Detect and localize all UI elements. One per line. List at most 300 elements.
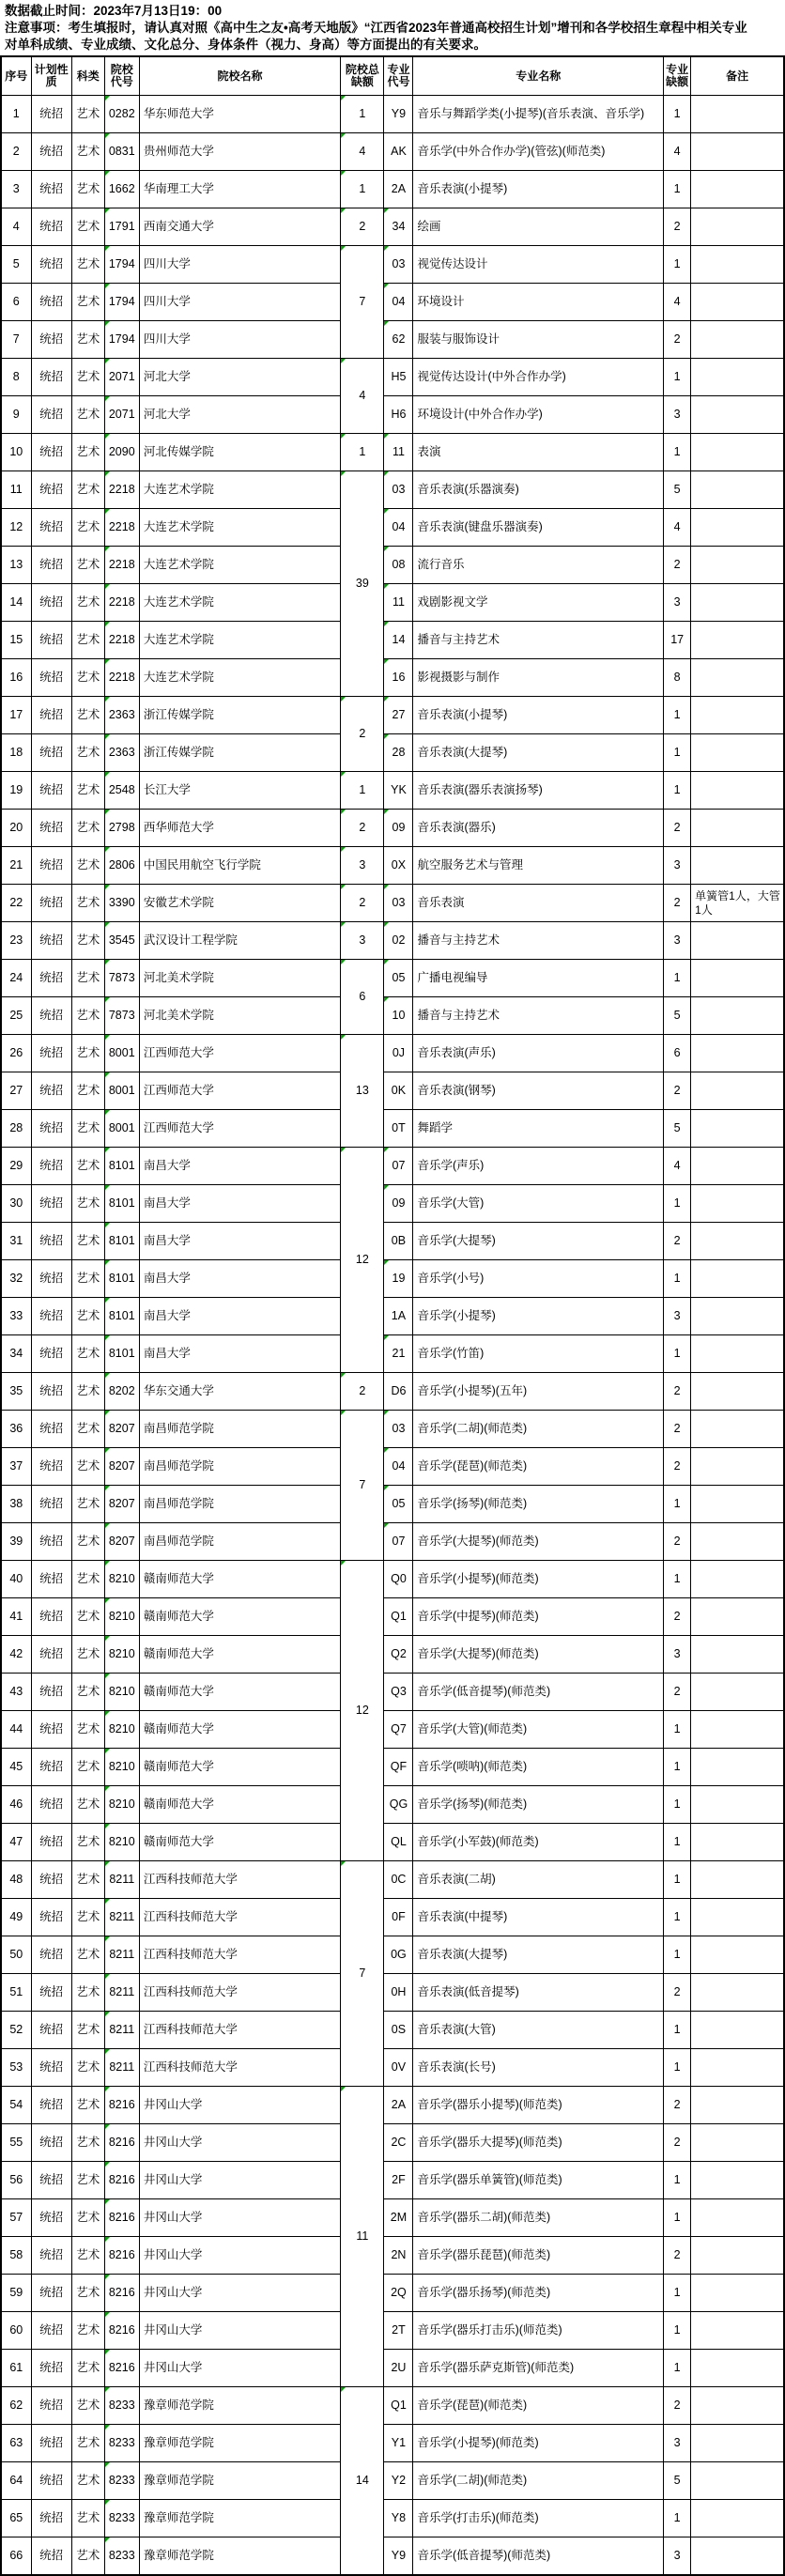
remark-cell (691, 2312, 784, 2350)
school-code-cell: 8233 (104, 2537, 139, 2576)
school-code-cell: 8210 (104, 1636, 139, 1674)
plan-type-cell: 统招 (31, 1035, 71, 1072)
major-code-cell: AK (384, 133, 413, 171)
major-name-cell: 音乐表演(小提琴) (413, 171, 664, 208)
major-name-cell: 音乐表演(器乐表演扬琴) (413, 772, 664, 810)
comment-indicator-icon (341, 1861, 346, 1866)
table-row (1, 2462, 784, 2500)
comment-indicator-icon (341, 133, 346, 138)
major-quota-cell: 1 (664, 2350, 691, 2387)
comment-indicator-icon (105, 810, 110, 814)
comment-indicator-icon (105, 284, 110, 288)
remark-cell (691, 133, 784, 171)
major-name-cell: 流行音乐 (413, 547, 664, 584)
subject-category-cell: 艺术 (71, 1148, 104, 1185)
school-code-cell: 8233 (104, 2425, 139, 2462)
major-code-cell: 16 (384, 659, 413, 697)
table-row (1, 547, 784, 584)
subject-category-cell: 艺术 (71, 622, 104, 659)
comment-indicator-icon (384, 1448, 389, 1453)
comment-indicator-icon (105, 1899, 110, 1904)
major-quota-cell: 2 (664, 547, 691, 584)
plan-type-cell: 统招 (31, 2124, 71, 2162)
row-number-cell: 5 (1, 246, 31, 284)
major-code-cell: 0S (384, 2012, 413, 2049)
major-quota-cell: 5 (664, 1110, 691, 1148)
major-quota-cell: 4 (664, 509, 691, 547)
comment-indicator-icon (105, 547, 110, 551)
major-code-cell: 2T (384, 2312, 413, 2350)
remark-cell (691, 622, 784, 659)
comment-indicator-icon (384, 284, 389, 288)
comment-indicator-icon (105, 1411, 110, 1415)
major-name-cell: 音乐学(器乐琵琶)(师范类) (413, 2237, 664, 2275)
school-name-cell: 华东交通大学 (139, 1373, 341, 1411)
row-number-cell: 63 (1, 2425, 31, 2462)
school-code-cell: 2363 (104, 734, 139, 772)
table-row (1, 1148, 784, 1185)
remark-cell (691, 208, 784, 246)
plan-type-cell: 统招 (31, 1561, 71, 1598)
major-code-cell: 34 (384, 208, 413, 246)
row-number-cell: 37 (1, 1448, 31, 1486)
row-number-cell: 57 (1, 2199, 31, 2237)
remark-cell (691, 1411, 784, 1448)
subject-category-cell: 艺术 (71, 922, 104, 960)
plan-type-cell: 统招 (31, 1148, 71, 1185)
row-number-cell: 28 (1, 1110, 31, 1148)
table-row (1, 208, 784, 246)
school-code-cell: 8211 (104, 1899, 139, 1936)
major-code-cell: 2M (384, 2199, 413, 2237)
remark-cell (691, 847, 784, 885)
plan-type-cell: 统招 (31, 1185, 71, 1223)
subject-category-cell: 艺术 (71, 171, 104, 208)
major-name-cell: 环境设计(中外合作办学) (413, 396, 664, 434)
major-quota-cell: 2 (664, 1373, 691, 1411)
plan-type-cell: 统招 (31, 2350, 71, 2387)
row-number-cell: 12 (1, 509, 31, 547)
remark-cell (691, 2387, 784, 2425)
major-quota-cell: 1 (664, 359, 691, 396)
subject-category-cell: 艺术 (71, 1674, 104, 1711)
plan-type-cell: 统招 (31, 1936, 71, 1974)
major-quota-cell: 2 (664, 1974, 691, 2012)
school-code-cell: 2218 (104, 471, 139, 509)
remark-cell (691, 2275, 784, 2312)
major-quota-cell: 1 (664, 1711, 691, 1749)
school-code-cell: 2218 (104, 622, 139, 659)
table-row (1, 2350, 784, 2387)
school-name-cell: 江西科技师范大学 (139, 2049, 341, 2087)
table-row (1, 471, 784, 509)
major-code-cell: QG (384, 1786, 413, 1824)
school-code-cell: 8001 (104, 1035, 139, 1072)
major-code-cell: QL (384, 1824, 413, 1861)
major-quota-cell: 1 (664, 1786, 691, 1824)
school-total-quota-cell: 11 (341, 2087, 384, 2387)
comment-indicator-icon (384, 960, 389, 964)
remark-cell (691, 509, 784, 547)
remark-cell (691, 1072, 784, 1110)
plan-type-cell: 统招 (31, 1523, 71, 1561)
major-code-cell: YK (384, 772, 413, 810)
school-code-cell: 8210 (104, 1561, 139, 1598)
remark-cell (691, 2049, 784, 2087)
table-row (1, 2162, 784, 2199)
school-total-quota-cell: 39 (341, 471, 384, 697)
comment-indicator-icon (341, 772, 346, 777)
column-header-0: 序号 (1, 56, 31, 96)
remark-cell (691, 997, 784, 1035)
major-quota-cell: 3 (664, 2425, 691, 2462)
row-number-cell: 40 (1, 1561, 31, 1598)
row-number-cell: 11 (1, 471, 31, 509)
major-code-cell: Q0 (384, 1561, 413, 1598)
major-quota-cell: 4 (664, 133, 691, 171)
subject-category-cell: 艺术 (71, 1486, 104, 1523)
major-code-cell: H5 (384, 359, 413, 396)
school-name-cell: 大连艺术学院 (139, 659, 341, 697)
subject-category-cell: 艺术 (71, 2312, 104, 2350)
plan-type-cell: 统招 (31, 396, 71, 434)
comment-indicator-icon (105, 659, 110, 664)
table-row (1, 1711, 784, 1749)
major-code-cell: 0K (384, 1072, 413, 1110)
major-quota-cell: 1 (664, 697, 691, 734)
major-name-cell: 航空服务艺术与管理 (413, 847, 664, 885)
major-code-cell: 0F (384, 1899, 413, 1936)
plan-type-cell: 统招 (31, 2049, 71, 2087)
row-number-cell: 39 (1, 1523, 31, 1561)
remark-cell (691, 1861, 784, 1899)
school-name-cell: 江西科技师范大学 (139, 1899, 341, 1936)
school-name-cell: 江西科技师范大学 (139, 1861, 341, 1899)
comment-indicator-icon (105, 1786, 110, 1791)
comment-indicator-icon (105, 133, 110, 138)
plan-type-cell: 统招 (31, 1598, 71, 1636)
school-name-cell: 豫章师范学院 (139, 2387, 341, 2425)
row-number-cell: 54 (1, 2087, 31, 2124)
table-row (1, 96, 784, 133)
school-name-cell: 河北大学 (139, 359, 341, 396)
subject-category-cell: 艺术 (71, 734, 104, 772)
comment-indicator-icon (105, 2275, 110, 2279)
major-code-cell: 04 (384, 509, 413, 547)
comment-indicator-icon (105, 1824, 110, 1828)
major-name-cell: 音乐学(大管)(师范类) (413, 1711, 664, 1749)
plan-type-cell: 统招 (31, 1486, 71, 1523)
school-code-cell: 2090 (104, 434, 139, 471)
comment-indicator-icon (105, 471, 110, 476)
table-row (1, 359, 784, 396)
table-row (1, 1974, 784, 2012)
school-total-quota-cell: 1 (341, 171, 384, 208)
school-total-quota-cell: 12 (341, 1148, 384, 1373)
column-header-9: 备注 (691, 56, 784, 96)
school-name-cell: 大连艺术学院 (139, 584, 341, 622)
plan-type-cell: 统招 (31, 2312, 71, 2350)
major-name-cell: 音乐表演(二胡) (413, 1861, 664, 1899)
school-code-cell: 8211 (104, 1936, 139, 1974)
school-name-cell: 南昌大学 (139, 1335, 341, 1373)
major-quota-cell: 2 (664, 1448, 691, 1486)
major-name-cell: 音乐学(大提琴) (413, 1223, 664, 1260)
notice-line-2: 对单科成绩、专业成绩、文化总分、身体条件（视力、身高）等方面提出的有关要求。 (5, 38, 486, 52)
school-code-cell: 8207 (104, 1486, 139, 1523)
subject-category-cell: 艺术 (71, 2124, 104, 2162)
school-name-cell: 赣南师范大学 (139, 1749, 341, 1786)
comment-indicator-icon (341, 922, 346, 927)
comment-indicator-icon (105, 2087, 110, 2091)
plan-type-cell: 统招 (31, 885, 71, 922)
school-name-cell: 四川大学 (139, 321, 341, 359)
major-quota-cell: 1 (664, 434, 691, 471)
row-number-cell: 52 (1, 2012, 31, 2049)
major-name-cell: 音乐学(小号) (413, 1260, 664, 1298)
major-code-cell: 0C (384, 1861, 413, 1899)
row-number-cell: 23 (1, 922, 31, 960)
major-name-cell: 音乐学(声乐) (413, 1148, 664, 1185)
table-row (1, 2387, 784, 2425)
subject-category-cell: 艺术 (71, 1936, 104, 1974)
row-number-cell: 4 (1, 208, 31, 246)
major-quota-cell: 2 (664, 321, 691, 359)
major-quota-cell: 1 (664, 2012, 691, 2049)
row-number-cell: 56 (1, 2162, 31, 2199)
row-number-cell: 55 (1, 2124, 31, 2162)
comment-indicator-icon (341, 1148, 346, 1152)
school-code-cell: 8211 (104, 2012, 139, 2049)
row-number-cell: 60 (1, 2312, 31, 2350)
major-name-cell: 音乐学(中提琴)(师范类) (413, 1598, 664, 1636)
subject-category-cell: 艺术 (71, 1711, 104, 1749)
table-row (1, 1636, 784, 1674)
row-number-cell: 20 (1, 810, 31, 847)
table-row (1, 133, 784, 171)
table-row (1, 772, 784, 810)
remark-cell (691, 1561, 784, 1598)
major-name-cell: 戏剧影视文学 (413, 584, 664, 622)
school-code-cell: 2071 (104, 359, 139, 396)
major-quota-cell: 5 (664, 2462, 691, 2500)
subject-category-cell: 艺术 (71, 2012, 104, 2049)
table-row (1, 2500, 784, 2537)
remark-cell (691, 1335, 784, 1373)
school-code-cell: 8210 (104, 1749, 139, 1786)
plan-type-cell: 统招 (31, 1223, 71, 1260)
table-row (1, 2124, 784, 2162)
remark-cell (691, 2199, 784, 2237)
comment-indicator-icon (384, 321, 389, 326)
major-quota-cell: 1 (664, 2500, 691, 2537)
remark-cell (691, 1523, 784, 1561)
comment-indicator-icon (105, 509, 110, 514)
comment-indicator-icon (105, 2425, 110, 2429)
comment-indicator-icon (105, 1448, 110, 1453)
comment-indicator-icon (105, 1936, 110, 1941)
remark-cell (691, 1598, 784, 1636)
school-code-cell: 2218 (104, 547, 139, 584)
major-name-cell: 音乐学(扬琴)(师范类) (413, 1486, 664, 1523)
school-code-cell: 2363 (104, 697, 139, 734)
remark-cell (691, 321, 784, 359)
school-total-quota-cell: 1 (341, 96, 384, 133)
major-code-cell: 09 (384, 810, 413, 847)
remark-cell (691, 1185, 784, 1223)
major-quota-cell: 2 (664, 2387, 691, 2425)
school-name-cell: 华南理工大学 (139, 171, 341, 208)
comment-indicator-icon (105, 1523, 110, 1528)
school-name-cell: 井冈山大学 (139, 2312, 341, 2350)
remark-cell (691, 1148, 784, 1185)
plan-type-cell: 统招 (31, 2425, 71, 2462)
subject-category-cell: 艺术 (71, 2537, 104, 2576)
school-name-cell: 南昌师范学院 (139, 1486, 341, 1523)
major-code-cell: 28 (384, 734, 413, 772)
plan-type-cell: 统招 (31, 471, 71, 509)
plan-type-cell: 统招 (31, 246, 71, 284)
notice-line-1: 注意事项：考生填报时，请认真对照《高中生之友•高考天地版》“江西省2023年普通高校招生计划”增刊和各学校招生章程中相关专业 (5, 21, 747, 35)
major-code-cell: 1A (384, 1298, 413, 1335)
school-name-cell: 江西科技师范大学 (139, 1974, 341, 2012)
school-code-cell: 8210 (104, 1598, 139, 1636)
school-code-cell: 8216 (104, 2199, 139, 2237)
major-quota-cell: 2 (664, 2087, 691, 2124)
remark-cell (691, 2500, 784, 2537)
plan-type-cell: 统招 (31, 547, 71, 584)
comment-indicator-icon (384, 810, 389, 814)
remark-cell (691, 359, 784, 396)
comment-indicator-icon (105, 1260, 110, 1265)
school-name-cell: 江西科技师范大学 (139, 1936, 341, 1974)
plan-type-cell: 统招 (31, 810, 71, 847)
major-name-cell: 音乐学(小提琴) (413, 1298, 664, 1335)
school-code-cell: 8211 (104, 1861, 139, 1899)
major-code-cell: 0X (384, 847, 413, 885)
major-code-cell: Y2 (384, 2462, 413, 2500)
major-name-cell: 音乐表演(乐器演奏) (413, 471, 664, 509)
remark-cell (691, 396, 784, 434)
school-name-cell: 浙江传媒学院 (139, 697, 341, 734)
plan-type-cell: 统招 (31, 922, 71, 960)
table-row (1, 246, 784, 284)
subject-category-cell: 艺术 (71, 1260, 104, 1298)
plan-type-cell: 统招 (31, 659, 71, 697)
major-name-cell: 音乐学(器乐打击乐)(师范类) (413, 2312, 664, 2350)
table-row (1, 1561, 784, 1598)
major-name-cell: 音乐学(二胡)(师范类) (413, 1411, 664, 1448)
row-number-cell: 49 (1, 1899, 31, 1936)
school-code-cell: 8207 (104, 1411, 139, 1448)
comment-indicator-icon (384, 509, 389, 514)
row-number-cell: 10 (1, 434, 31, 471)
plan-type-cell: 统招 (31, 2387, 71, 2425)
subject-category-cell: 艺术 (71, 1749, 104, 1786)
table-row (1, 1110, 784, 1148)
comment-indicator-icon (384, 584, 389, 589)
plan-type-cell: 统招 (31, 1072, 71, 1110)
comment-indicator-icon (384, 208, 389, 213)
row-number-cell: 51 (1, 1974, 31, 2012)
major-code-cell: 07 (384, 1523, 413, 1561)
remark-cell (691, 434, 784, 471)
major-name-cell: 音乐学(琵琶)(师范类) (413, 2387, 664, 2425)
plan-type-cell: 统招 (31, 171, 71, 208)
school-name-cell: 江西师范大学 (139, 1035, 341, 1072)
remark-cell (691, 1936, 784, 1974)
major-name-cell: 音乐表演(大提琴) (413, 734, 664, 772)
school-name-cell: 赣南师范大学 (139, 1598, 341, 1636)
school-name-cell: 井冈山大学 (139, 2275, 341, 2312)
table-row (1, 1223, 784, 1260)
comment-indicator-icon (341, 434, 346, 439)
plan-type-cell: 统招 (31, 1711, 71, 1749)
subject-category-cell: 艺术 (71, 2462, 104, 2500)
major-quota-cell: 1 (664, 2162, 691, 2199)
plan-type-cell: 统招 (31, 1974, 71, 2012)
major-code-cell: 0V (384, 2049, 413, 2087)
subject-category-cell: 艺术 (71, 847, 104, 885)
comment-indicator-icon (105, 1636, 110, 1641)
major-quota-cell: 1 (664, 772, 691, 810)
remark-cell (691, 772, 784, 810)
school-code-cell: 7873 (104, 997, 139, 1035)
comment-indicator-icon (384, 434, 389, 439)
major-quota-cell: 1 (664, 2199, 691, 2237)
school-name-cell: 南昌师范学院 (139, 1411, 341, 1448)
subject-category-cell: 艺术 (71, 2237, 104, 2275)
table-row (1, 2012, 784, 2049)
comment-indicator-icon (105, 1373, 110, 1378)
row-number-cell: 59 (1, 2275, 31, 2312)
major-name-cell: 音乐学(器乐大提琴)(师范类) (413, 2124, 664, 2162)
subject-category-cell: 艺术 (71, 1598, 104, 1636)
table-row (1, 2312, 784, 2350)
major-quota-cell: 4 (664, 284, 691, 321)
major-name-cell: 音乐学(琵琶)(师范类) (413, 1448, 664, 1486)
table-row (1, 1936, 784, 1974)
school-code-cell: 8202 (104, 1373, 139, 1411)
subject-category-cell: 艺术 (71, 659, 104, 697)
subject-category-cell: 艺术 (71, 1411, 104, 1448)
major-name-cell: 音乐表演(低音提琴) (413, 1974, 664, 2012)
table-row (1, 2537, 784, 2576)
row-number-cell: 25 (1, 997, 31, 1035)
subject-category-cell: 艺术 (71, 1561, 104, 1598)
remark-cell (691, 1749, 784, 1786)
major-name-cell: 视觉传达设计(中外合作办学) (413, 359, 664, 396)
major-quota-cell: 1 (664, 2312, 691, 2350)
school-code-cell: 2798 (104, 810, 139, 847)
comment-indicator-icon (341, 847, 346, 852)
major-code-cell: 2A (384, 171, 413, 208)
school-code-cell: 1662 (104, 171, 139, 208)
comment-indicator-icon (384, 1148, 389, 1152)
comment-indicator-icon (105, 997, 110, 1002)
major-quota-cell: 2 (664, 1674, 691, 1711)
subject-category-cell: 艺术 (71, 2199, 104, 2237)
school-code-cell: 8210 (104, 1711, 139, 1749)
major-quota-cell: 2 (664, 1072, 691, 1110)
school-name-cell: 中国民用航空飞行学院 (139, 847, 341, 885)
major-quota-cell: 2 (664, 1411, 691, 1448)
subject-category-cell: 艺术 (71, 284, 104, 321)
major-quota-cell: 1 (664, 1486, 691, 1523)
comment-indicator-icon (105, 697, 110, 702)
comment-indicator-icon (105, 359, 110, 363)
table-row (1, 1035, 784, 1072)
